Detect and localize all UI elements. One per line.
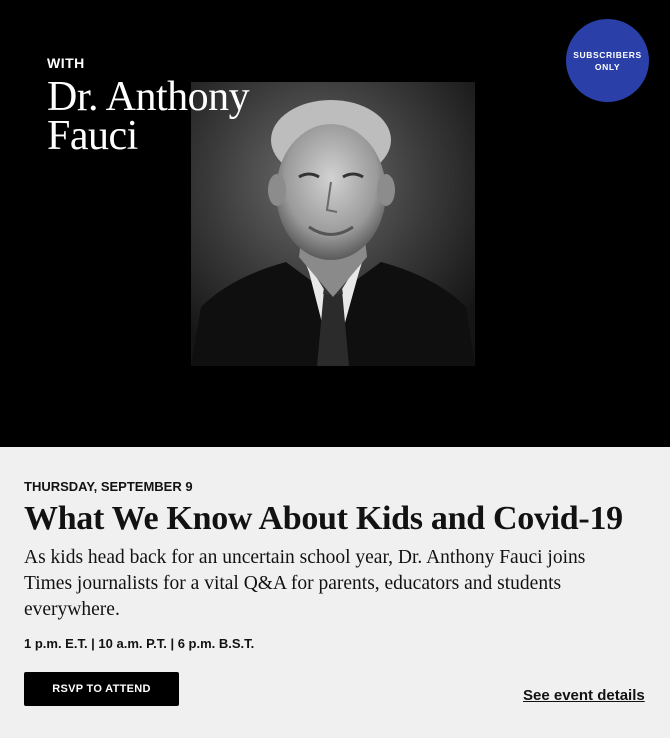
eyebrow-label: WITH (47, 55, 85, 71)
subscribers-only-badge (566, 19, 649, 102)
see-event-details-link[interactable]: See event details (523, 687, 645, 704)
badge-line1: SUBSCRIBERS (573, 49, 642, 60)
event-date: THURSDAY, SEPTEMBER 9 (24, 479, 193, 494)
badge-line2: ONLY (594, 61, 621, 72)
guest-name (47, 74, 250, 159)
event-times: 1 p.m. E.T. | 10 a.m. P.T. | 6 p.m. B.S.T. (24, 636, 255, 651)
rsvp-button[interactable]: RSVP TO ATTEND (24, 672, 179, 706)
event-description: As kids head back for an uncertain school year, Dr. Anthony Fauci joins Times journalists for a vital Q&A for parents, educators and students everywhere. (24, 547, 586, 620)
guest-name-line2: Fauci (47, 113, 138, 159)
event-title: What We Know About Kids and Covid-19 (24, 500, 623, 537)
guest-name-line1: Dr. Anthony (47, 74, 250, 120)
